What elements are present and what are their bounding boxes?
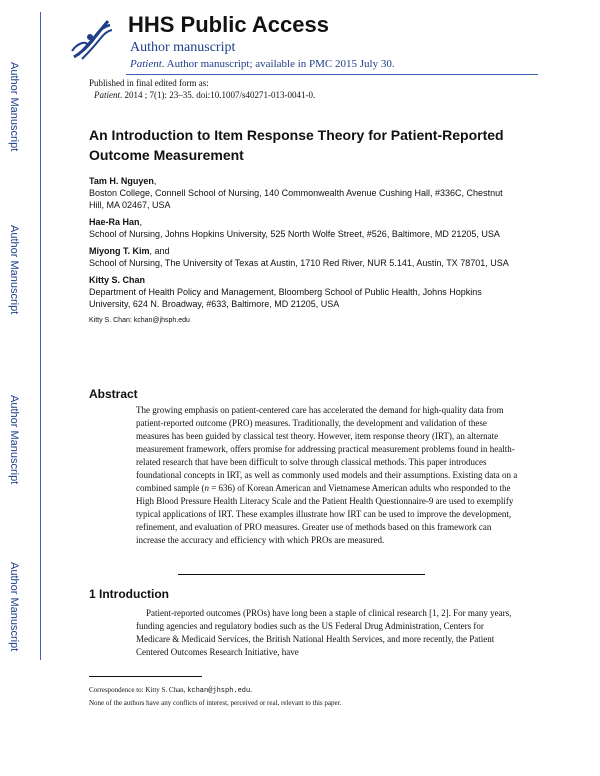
footnotes xyxy=(89,684,519,709)
abstract-n-symbol: n xyxy=(204,483,209,493)
author-separator: , xyxy=(153,176,157,186)
author-affiliation: Boston College, Connell School of Nursing, 140 Commonwealth Avenue Cushing Hall, #336C, Chestnut Hill, MA 02467, USA xyxy=(89,188,503,210)
author-block xyxy=(89,245,519,269)
author-name: Hae-Ra Han xyxy=(89,217,140,227)
intro-heading: 1 Introduction xyxy=(89,587,169,601)
journal-name: Patient xyxy=(130,58,162,70)
author-affiliation: School of Nursing, Johns Hopkins University, 525 North Wolfe Street, #526, Baltimore, MD 21205, USA xyxy=(89,229,500,239)
abstract-heading: Abstract xyxy=(89,387,138,401)
published-label: Published in final edited form as: xyxy=(89,78,209,88)
abstract-text xyxy=(136,404,520,547)
author-name: Miyong T. Kim xyxy=(89,246,150,256)
hhs-title: HHS Public Access xyxy=(128,12,329,37)
author-manuscript-label: Author manuscript xyxy=(130,40,236,55)
author-list xyxy=(89,175,519,327)
intro-text: Patient-reported outcomes (PROs) have long been a staple of clinical research [1, 2]. For many years, funding agencies and regulatory bodies such as the US Federal Drug Administration, Centers for Medicare & Medicaid Services, the British National Health Services, and more recently, the Patient Centered Outcomes Research Initiative, have xyxy=(136,608,512,657)
hhs-eagle-logo xyxy=(66,15,116,65)
section-divider xyxy=(178,574,425,575)
published-info xyxy=(89,77,315,101)
author-separator: , and xyxy=(149,246,170,256)
author-name: Tam H. Nguyen xyxy=(89,176,154,186)
side-label-1: Author Manuscript xyxy=(8,62,20,152)
availability-text: . Author manuscript; available in PMC 2015 July 30. xyxy=(161,58,395,70)
margin-rule xyxy=(40,12,41,660)
conflicts-note: None of the authors have any conflicts of interest, perceived or real, relevant to this paper. xyxy=(89,699,342,707)
published-citation-text: . 2014 ; 7(1): 23–35. doi:10.1007/s40271-013-0041-0. xyxy=(120,90,316,100)
author-affiliation: School of Nursing, The University of Texas at Austin, 1710 Red River, NUR 5.141, Austin, TX 78701, USA xyxy=(89,258,509,268)
side-label-2: Author Manuscript xyxy=(8,225,20,315)
abstract-text-part2: = 636) of Korean American and Vietnamese American adults who responded to the High Blood Pressure Health Literacy Scale and the Patient Health Questionnaire-9 are used to exemplify typical applications of IRT. These examples illustrate how IRT can be used to improve the development, refinement, and evaluation of PRO measures. Greater use of methods based on this framework can increase the accuracy and efficiency with which PROs are measured. xyxy=(136,483,514,545)
side-label-4: Author Manuscript xyxy=(8,562,20,652)
published-citation xyxy=(89,89,315,101)
correspondence-note xyxy=(89,684,519,697)
paper-title: An Introduction to Item Response Theory for Patient-Reported Outcome Measurement xyxy=(89,127,504,163)
author-separator: , xyxy=(139,217,143,227)
correspondence-end: . xyxy=(250,686,252,694)
correspondence-email: kchan@jhsph.edu xyxy=(187,687,251,695)
author-block xyxy=(89,216,519,240)
footnote-rule xyxy=(89,676,202,677)
header-rule xyxy=(126,74,538,75)
author-name: Kitty S. Chan xyxy=(89,275,146,285)
availability-line xyxy=(130,58,395,70)
published-journal: Patient xyxy=(94,90,120,100)
author-affiliation: Department of Health Policy and Management, Bloomberg School of Public Health, Johns Hopkins University, 624 N. Broadway, #633, Baltimore, MD 21205, USA xyxy=(89,287,482,309)
correspondence-label: Correspondence to: Kitty S. Chan, xyxy=(89,686,186,694)
author-block xyxy=(89,175,519,211)
contact-email: Kitty S. Chan: kchan@jhsph.edu xyxy=(89,317,190,324)
author-block xyxy=(89,274,519,310)
side-label-3: Author Manuscript xyxy=(8,395,20,485)
abstract-text-part1: The growing emphasis on patient-centered care has accelerated the demand for high-quality data from patient-reported outcome (PRO) measures. Traditionally, the development and validation of these measures has been guided by classical test theory. However, item response theory (IRT), an alternate measurement framework, offers promise for addressing practical measurement problems found in health-related research that have been difficult to solve through classical methods. This paper introduces foundational concepts in IRT, as well as commonly used models and their assumptions. Existing data on a combined sample ( xyxy=(136,405,518,493)
